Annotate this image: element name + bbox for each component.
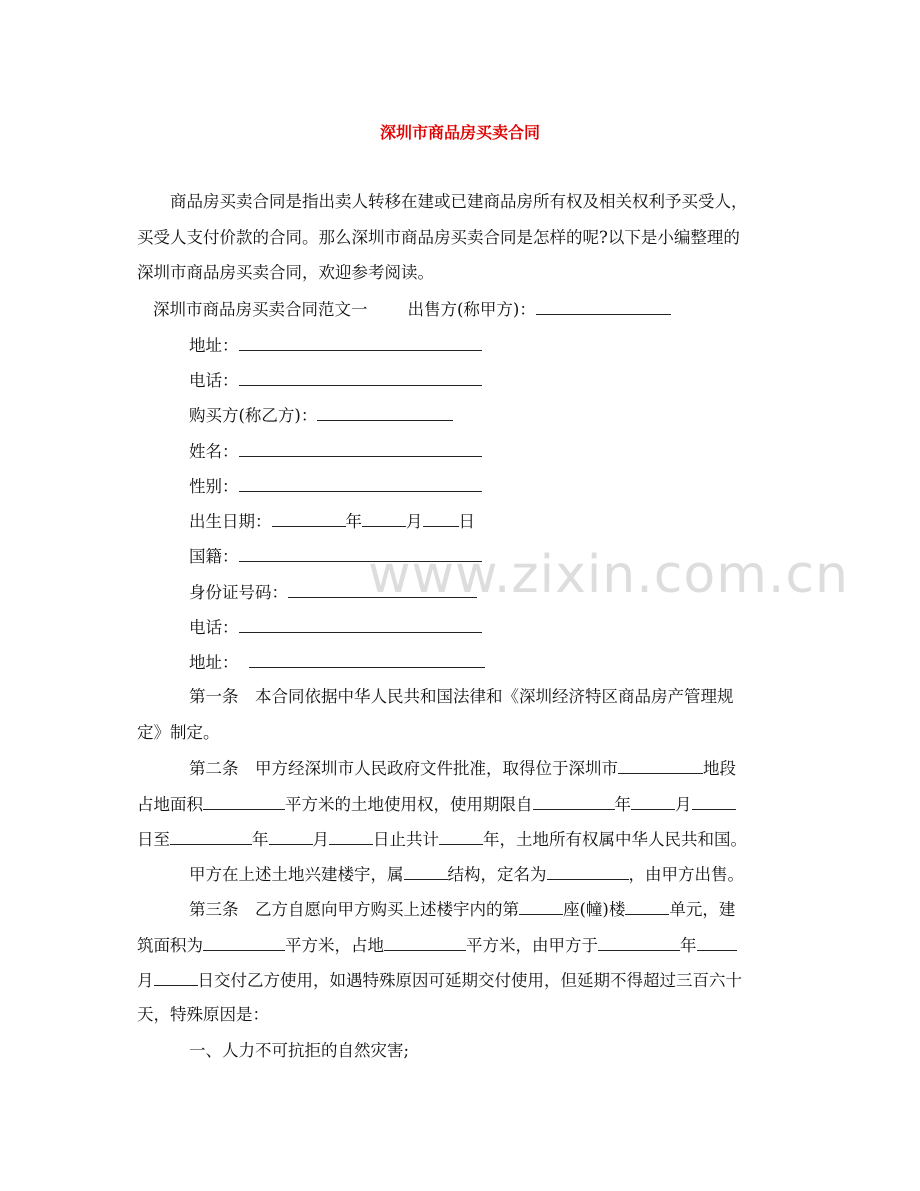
- blank: [692, 792, 736, 810]
- watermark: www.zixin.com.cn: [368, 545, 849, 605]
- birth-label: 出生日期：: [189, 512, 272, 531]
- article-1-line-1: 第一条 本合同依据中华人民共和国法律和《深圳经济特区商品房产管理规: [189, 687, 734, 706]
- id-label: 身份证号码：: [189, 583, 288, 602]
- article-2-text-g: 日至: [137, 830, 170, 849]
- article-3-text-f: 平方米，由甲方于: [466, 936, 598, 955]
- article-3-line-3: [137, 968, 742, 993]
- blank: [631, 792, 675, 810]
- article-2-text-k: 年，土地所有权属中华人民共和国。: [483, 830, 747, 849]
- seller-blank: [536, 297, 671, 315]
- year-label: 年: [345, 512, 362, 531]
- article-2-line-2: [137, 792, 736, 817]
- address-blank-2: [249, 650, 485, 668]
- article-3-text-h: 月: [137, 971, 154, 990]
- article-2-text-b: 地段: [703, 759, 736, 778]
- article-3-text-g: 年: [680, 936, 697, 955]
- birth-day-blank: [423, 509, 459, 527]
- phone-blank: [239, 368, 482, 386]
- address-label: 地址：: [189, 336, 239, 355]
- phone-label: 电话：: [189, 371, 239, 390]
- blank: [203, 792, 285, 810]
- article-3-text-a: 第三条 乙方自愿向甲方购买上述楼宇内的第: [189, 900, 519, 919]
- blank: [439, 827, 483, 845]
- article-2-text-j: 日止共计: [373, 830, 439, 849]
- intro-line-3: 深圳市商品房买卖合同，欢迎参考阅读。: [137, 263, 434, 282]
- article-3-item-1: 一、人力不可抗拒的自然灾害;: [189, 1041, 410, 1060]
- blank: [329, 827, 373, 845]
- gender-label: 性别：: [189, 477, 239, 496]
- article-3-text-d: 筑面积为: [137, 936, 203, 955]
- article-1-line-2: 定》制定。: [137, 723, 220, 742]
- phone-label-2: 电话：: [189, 618, 239, 637]
- gender-row: [189, 474, 482, 499]
- intro-line-1: 商品房买卖合同是指出卖人转移在建或已建商品房所有权及相关权利予买受人，: [170, 192, 748, 211]
- blank: [519, 897, 563, 915]
- phone-row-2: [189, 615, 482, 640]
- buyer-blank: [317, 403, 453, 421]
- phone-row-1: [189, 368, 482, 393]
- address-label-2: 地址：: [189, 653, 239, 672]
- blank: [625, 897, 669, 915]
- month-label: 月: [406, 512, 423, 531]
- blank: [384, 933, 466, 951]
- seller-label: 出售方(称甲方)：: [407, 300, 536, 319]
- name-blank: [239, 439, 482, 457]
- article-2-text-e: 年: [614, 795, 631, 814]
- blank: [154, 968, 198, 986]
- birth-month-blank: [362, 509, 406, 527]
- article-2-text-i: 月: [312, 830, 329, 849]
- address-blank: [239, 333, 482, 351]
- intro-line-2: 买受人支付价款的合同。那么深圳市商品房买卖合同是怎样的呢?以下是小编整理的: [137, 228, 740, 247]
- birth-year-blank: [272, 509, 346, 527]
- article-3-line-2: [137, 933, 737, 958]
- phone-blank-2: [239, 615, 482, 633]
- blank: [404, 862, 448, 880]
- sample-heading-row: [153, 297, 671, 322]
- article-2-line-1: [189, 756, 736, 781]
- article-2-text-c: 占地面积: [137, 795, 203, 814]
- blank: [203, 933, 285, 951]
- article-2-text-h: 年: [252, 830, 269, 849]
- name-row: [189, 439, 482, 464]
- nationality-label: 国籍：: [189, 547, 239, 566]
- article-2-line-3: [137, 827, 747, 852]
- document-title: 深圳市商品房买卖合同: [379, 123, 540, 142]
- article-3-text-e: 平方米，占地: [285, 936, 384, 955]
- blank: [598, 933, 680, 951]
- article-3-text-c: 单元，建: [669, 900, 736, 919]
- blank: [533, 792, 615, 810]
- article-3-text-b: 座(幢)楼: [563, 900, 626, 919]
- blank: [547, 862, 629, 880]
- article-3-line-1: [189, 897, 735, 922]
- address-row-2: [189, 650, 485, 675]
- address-row-1: [189, 333, 482, 358]
- article-2-text-a: 第二条 甲方经深圳市人民政府文件批准，取得位于深圳市: [189, 759, 618, 778]
- buyer-row: [189, 403, 453, 428]
- article-2-text-d: 平方米的土地使用权，使用期限自: [285, 795, 533, 814]
- article-2-line-4: [189, 862, 744, 887]
- article-2-text-l: 甲方在上述土地兴建楼宇，属: [189, 865, 404, 884]
- article-3-line-4: 天，特殊原因是：: [137, 1005, 269, 1024]
- birth-row: [189, 509, 475, 534]
- article-3-text-i: 日交付乙方使用，如遇特殊原因可延期交付使用，但延期不得超过三百六十: [197, 971, 742, 990]
- gender-blank: [239, 474, 482, 492]
- sample-heading: 深圳市商品房买卖合同范文一: [153, 300, 368, 319]
- article-2-text-f: 月: [675, 795, 692, 814]
- name-label: 姓名：: [189, 442, 239, 461]
- article-2-text-m: 结构，定名为: [447, 865, 547, 884]
- blank: [170, 827, 252, 845]
- day-label: 日: [458, 512, 475, 531]
- article-2-text-n: ，由甲方出售。: [628, 865, 744, 884]
- blank: [697, 933, 737, 951]
- buyer-label: 购买方(称乙方)：: [189, 406, 318, 425]
- blank: [618, 756, 703, 774]
- blank: [269, 827, 313, 845]
